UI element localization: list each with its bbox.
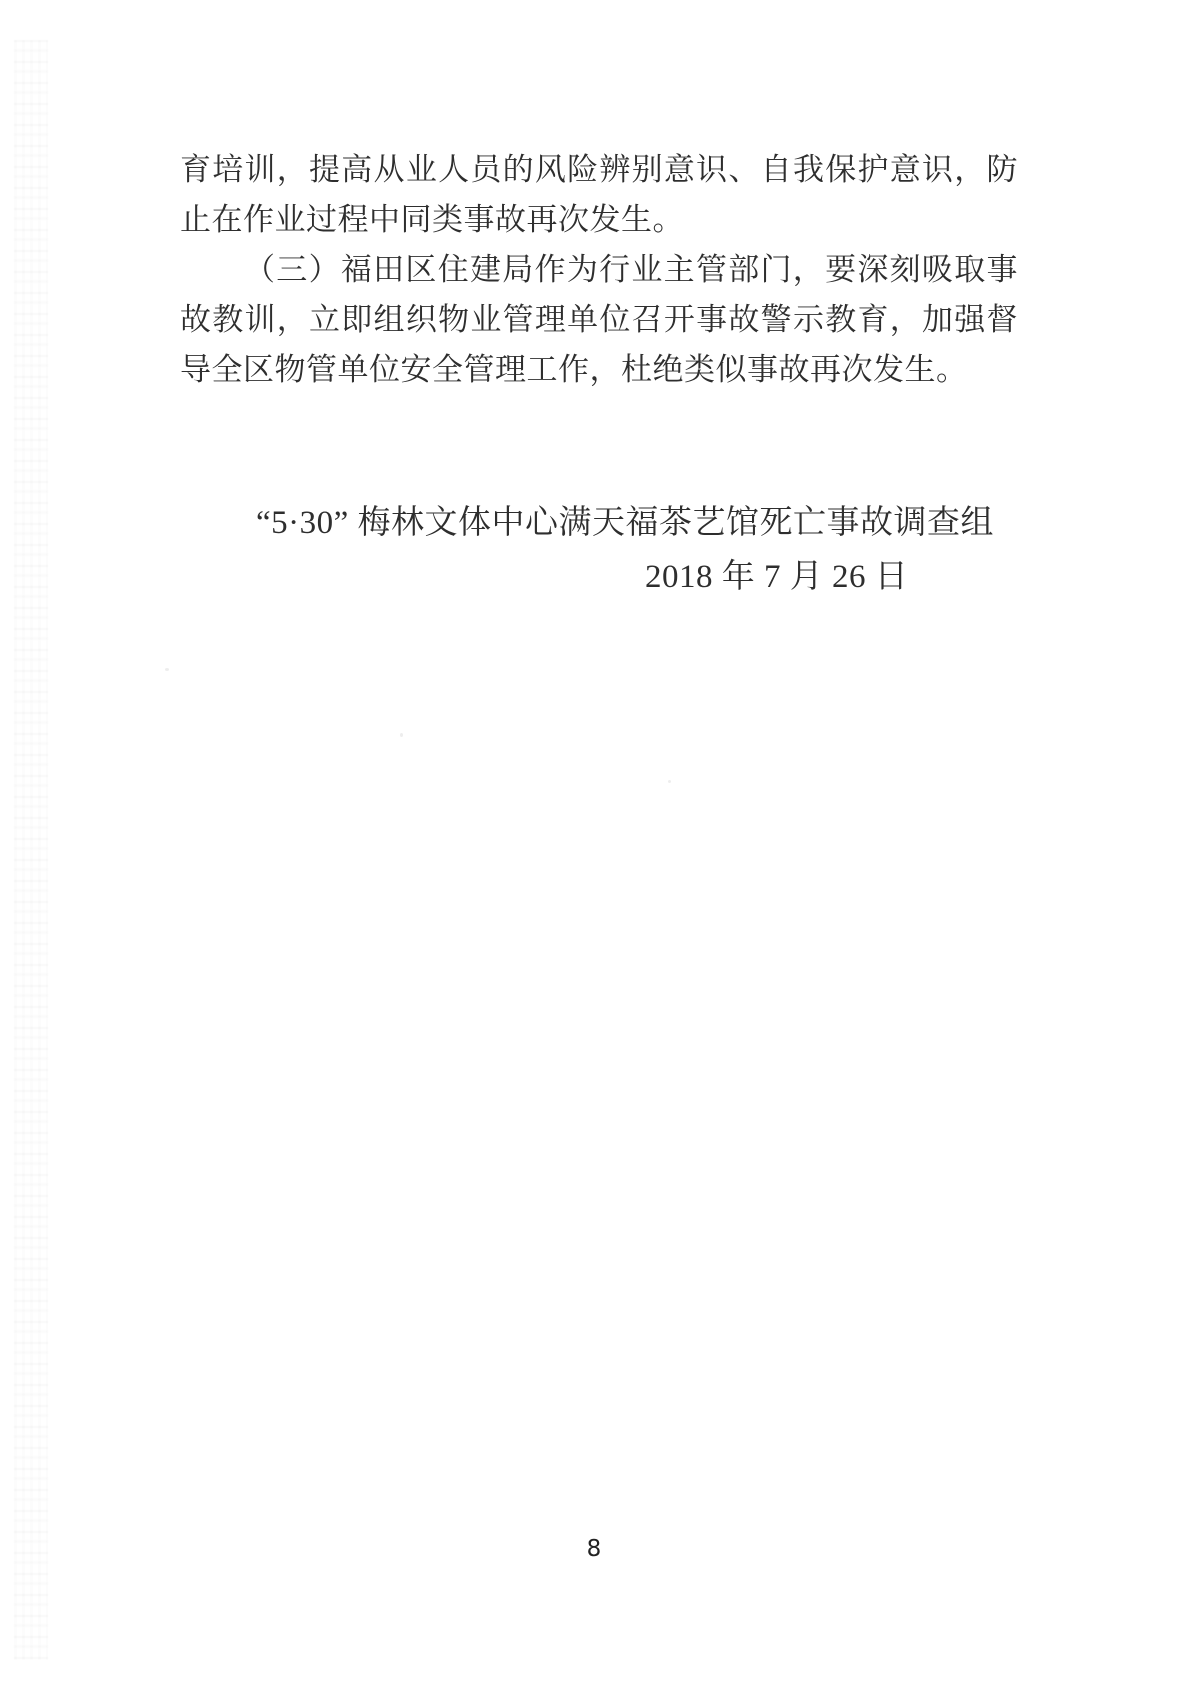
body-text-line: （三）福田区住建局作为行业主管部门，要深刻吸取事 — [244, 252, 1018, 287]
body-text-line: 止在作业过程中同类事故再次发生。 — [180, 202, 684, 237]
page-number: 8 — [586, 1536, 602, 1562]
body-text-line: 育培训，提高从业人员的风险辨别意识、自我保护意识，防 — [180, 152, 1018, 187]
scan-speck — [400, 733, 403, 737]
scan-speck — [668, 780, 671, 783]
body-text-line: 导全区物管单位安全管理工作，杜绝类似事故再次发生。 — [180, 352, 968, 387]
scanner-noise-band — [14, 40, 48, 1660]
scan-speck — [165, 668, 169, 671]
body-text-line: 故教训，立即组织物业管理单位召开事故警示教育，加强督 — [180, 302, 1018, 337]
date-line: 2018 年 7 月 26 日 — [645, 559, 909, 595]
signature-line: “5·30” 梅林文体中心满天福茶艺馆死亡事故调查组 — [256, 505, 995, 541]
